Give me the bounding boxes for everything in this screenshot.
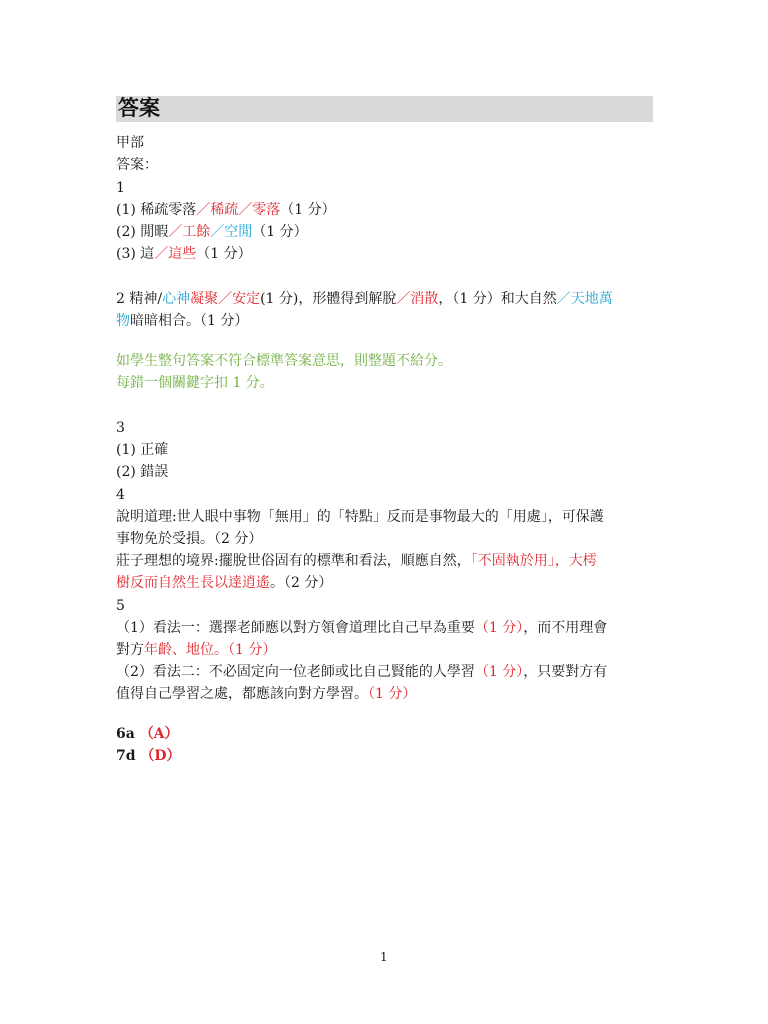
q3-answer-2: (2) 錯誤 bbox=[116, 464, 169, 480]
q1-number: 1 bbox=[116, 180, 125, 196]
q6-answer: 6a （A） bbox=[116, 726, 179, 742]
q5-line-2: 對方年齡、地位。（1 分） bbox=[116, 642, 277, 658]
q1-item-2: (2) 閒暇／工餘／空閒（1 分） bbox=[116, 224, 308, 240]
q5-line-1: （1）看法一：選擇老師應以對方領會道理比自己早為重要（1 分），而不用理會 bbox=[116, 620, 608, 636]
q1-item-1: (1) 稀疏零落／稀疏／零落（1 分） bbox=[116, 202, 336, 218]
q7-answer: 7d （D） bbox=[116, 748, 181, 764]
q3-number: 3 bbox=[116, 420, 125, 436]
answer-heading: 答案 bbox=[118, 96, 160, 120]
q2-marking-note-1: 如學生整句答案不符合標準答案意思，則整題不給分。 bbox=[116, 353, 452, 369]
q1-item-3: (3) 這／這些（1 分） bbox=[116, 246, 252, 262]
q4-line-4: 樹反而自然生長以達逍遙。（2 分） bbox=[116, 575, 333, 591]
q2-line-2: 物暗暗相合。（1 分） bbox=[116, 313, 249, 329]
q2-line-1: 2 精神/心神凝聚／安定(1 分)，形體得到解脫／消散，（1 分）和大自然／天地萬 bbox=[116, 291, 613, 307]
page-number: 1 bbox=[380, 950, 388, 964]
q5-line-4: 值得自己學習之處，都應該向對方學習。（1 分） bbox=[116, 686, 417, 702]
section-label: 甲部 bbox=[116, 135, 144, 151]
answer-label: 答案： bbox=[116, 157, 158, 173]
q4-line-3: 莊子理想的境界:擺脫世俗固有的標準和看法，順應自然，「不固執於用」，大樗 bbox=[116, 553, 597, 569]
q5-line-3: （2）看法二：不必固定向一位老師或比自己賢能的人學習（1 分），只要對方有 bbox=[116, 664, 608, 680]
q5-number: 5 bbox=[116, 598, 125, 614]
q4-line-2: 事物免於受損。（2 分） bbox=[116, 531, 263, 547]
q4-line-1: 說明道理:世人眼中事物「無用」的「特點」反而是事物最大的「用處」，可保護 bbox=[116, 509, 604, 525]
q3-answer-1: (1) 正確 bbox=[116, 442, 169, 458]
q2-marking-note-2: 每錯一個關鍵字扣 1 分。 bbox=[116, 375, 274, 391]
answer-heading-bar bbox=[116, 96, 653, 122]
q4-number: 4 bbox=[116, 487, 125, 503]
